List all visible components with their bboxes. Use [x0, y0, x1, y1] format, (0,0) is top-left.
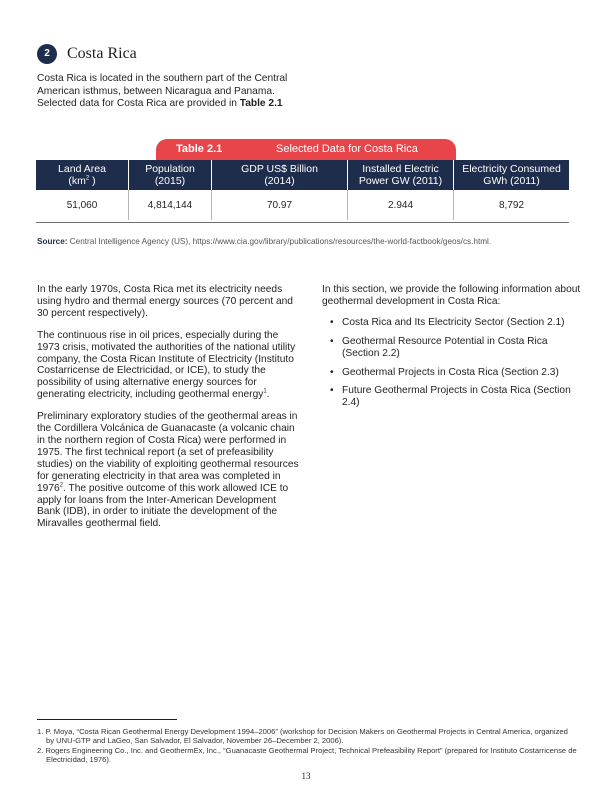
- left-column: [37, 284, 299, 540]
- cell-gdp: 70.97: [266, 200, 293, 211]
- footnote-2: 2. Rogers Engineering Co., Inc. and GeothermEx, Inc., “Guanacaste Geothermal Project, Technical Prefeasibility Report” (prepared for Instituto Costarricense de Electricidad, 1976).: [37, 745, 577, 764]
- footnote-ref-2[interactable]: 2: [59, 482, 64, 489]
- section-title: Costa Rica: [67, 45, 137, 62]
- bullet-icon: •: [330, 366, 334, 378]
- cell-population: 4,814,144: [147, 200, 193, 211]
- paragraph-3: Preliminary exploratory studies of the geothermal areas in the Cordillera Volcánica de Guanacaste (a volcanic chain in the northern region of Costa Rica) were performed in 1975. The first technical report (a set of prefeasibility studies) on the viability of exploiting geothermal resources for generating electricity in that area was completed in 1976$^2$. The positive outcome of this work allowed ICE to apply for loans from the Inter-American Development Bank (IDB), in order to initiate the development of the Miravalles geothermal field.: [37, 411, 299, 530]
- source-label: Source:: [37, 237, 68, 246]
- bullet-icon: •: [330, 385, 334, 397]
- intro-paragraph: [37, 73, 297, 111]
- table-bottom-rule: [36, 222, 569, 223]
- cell-installed-power: 2.944: [387, 200, 414, 211]
- section-list-item[interactable]: • Future Geothermal Projects in Costa Rica (Section 2.4): [330, 385, 571, 409]
- section-list: [322, 317, 584, 409]
- page-number: 13: [301, 771, 311, 781]
- table-title-tab: [156, 139, 456, 161]
- bullet-icon: •: [330, 335, 334, 347]
- source-text[interactable]: Central Intelligence Agency (US), https://www.cia.gov/library/publications/resources/the-world-factbook/geos/cs.html.: [67, 237, 492, 246]
- cell-land-area: 51,060: [66, 200, 98, 211]
- footnote-1: 1. P. Moya, “Costa Rican Geothermal Energy Development 1994–2006” (workshop for Decision Makers on Geothermal Projects in Central America, organized by UNU-GTP and LaGeo, San Salvador, El Salvador, November 26–December 2, 2006).: [37, 727, 568, 746]
- intro-text: Costa Rica is located in the southern part of the Central American isthmus, between Nicaragua and Panama. Selected data for Costa Rica are provided in: [37, 73, 288, 109]
- header-land-area: Land Area ($km^2$ ): [58, 163, 106, 187]
- header-population: Population (2015): [145, 163, 195, 187]
- right-column: [322, 284, 584, 416]
- table-caption: Selected Data for Costa Rica: [276, 143, 418, 155]
- table-header-row: [36, 160, 569, 190]
- section-list-item[interactable]: • Geothermal Projects in Costa Rica (Section 2.3): [330, 366, 559, 378]
- table-source: [37, 237, 491, 246]
- cell-electricity-consumed: 8,792: [498, 200, 525, 211]
- table-reference-link[interactable]: Table 2.1: [239, 98, 283, 109]
- footnote-divider: [37, 719, 177, 720]
- paragraph-1: In the early 1970s, Costa Rica met its electricity needs using hydro and thermal energy sources (70 percent and 30 percent respectively).: [37, 284, 293, 319]
- footnote-ref-1[interactable]: 1: [263, 388, 267, 395]
- header-electricity-consumed: Electricity Consumed GWh (2011): [462, 163, 561, 187]
- footnotes: [37, 727, 577, 764]
- paragraph-2: The continuous rise in oil prices, especially during the 1973 crisis, motivated the authorities of the national utility company, the Costa Rican Institute of Electricity (Instituto Costarricense de Electricidad, or ICE), to study the possibility of using alternative energy sources for generating electricity, including geothermal energy$^1$.: [37, 329, 296, 401]
- bullet-icon: •: [330, 316, 334, 328]
- section-list-item[interactable]: • Costa Rica and Its Electricity Sector (Section 2.1): [330, 316, 565, 328]
- header-installed-power: Installed Electric Power GW (2011): [358, 163, 443, 187]
- section-overview-intro: In this section, we provide the following information about geothermal development in Costa Rica:: [322, 284, 581, 307]
- header-gdp: GDP US$ Billion (2014): [241, 163, 318, 187]
- section-number-badge: 2: [37, 44, 57, 64]
- table-label: Table 2.1: [176, 143, 223, 155]
- section-list-item[interactable]: • Geothermal Resource Potential in Costa Rica (Section 2.2): [330, 335, 548, 359]
